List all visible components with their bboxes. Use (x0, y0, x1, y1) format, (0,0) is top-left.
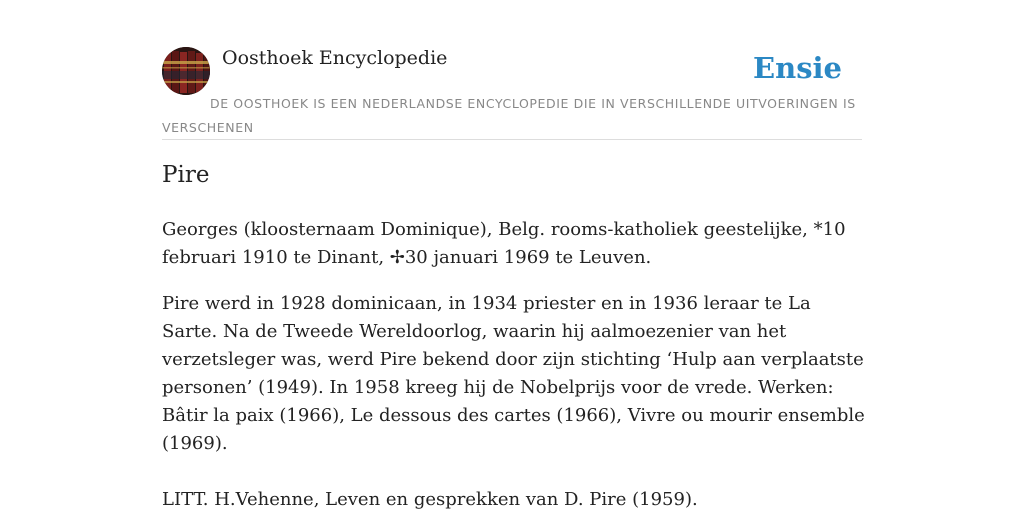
article-paragraph-biography: Pire werd in 1928 dominicaan, in 1934 priester en in 1936 leraar te La Sarte. Na de Tweede Wereldoorlog, waarin hij aalmoezenier van het verzetsleger was, werd Pire bekend door zijn stichting ‘Hulp aan verplaatste personen’ (1949). In 1958 kreeg hij de Nobelprijs voor de vrede. Werken: Bâtir la paix (1966), Le dessous des cartes (1966), Vivre ou mourir ensemble (1969). (162, 293, 865, 454)
encyclopedia-books-icon[interactable] (162, 47, 210, 95)
site-tagline: DE OOSTHOEK IS EEN NEDERLANDSE ENCYCLOPEDIE DIE IN VERSCHILLENDE UITVOERINGEN IS VERSCHENEN (162, 96, 856, 135)
site-name-link[interactable]: Oosthoek Encyclopedie (222, 47, 448, 69)
article-body (162, 216, 867, 532)
article-title: Pire (162, 162, 210, 188)
article-paragraph-literature: LITT. H.Vehenne, Leven en gesprekken van D. Pire (1959). (162, 489, 698, 510)
header-divider (162, 139, 862, 140)
article-paragraph-definition: Georges (kloosternaam Dominique), Belg. rooms-katholiek geestelijke, *10 februari 1910 te Dinant, ✢30 januari 1969 te Leuven. (162, 219, 846, 268)
brand-logo-link[interactable]: Ensie (753, 51, 842, 85)
